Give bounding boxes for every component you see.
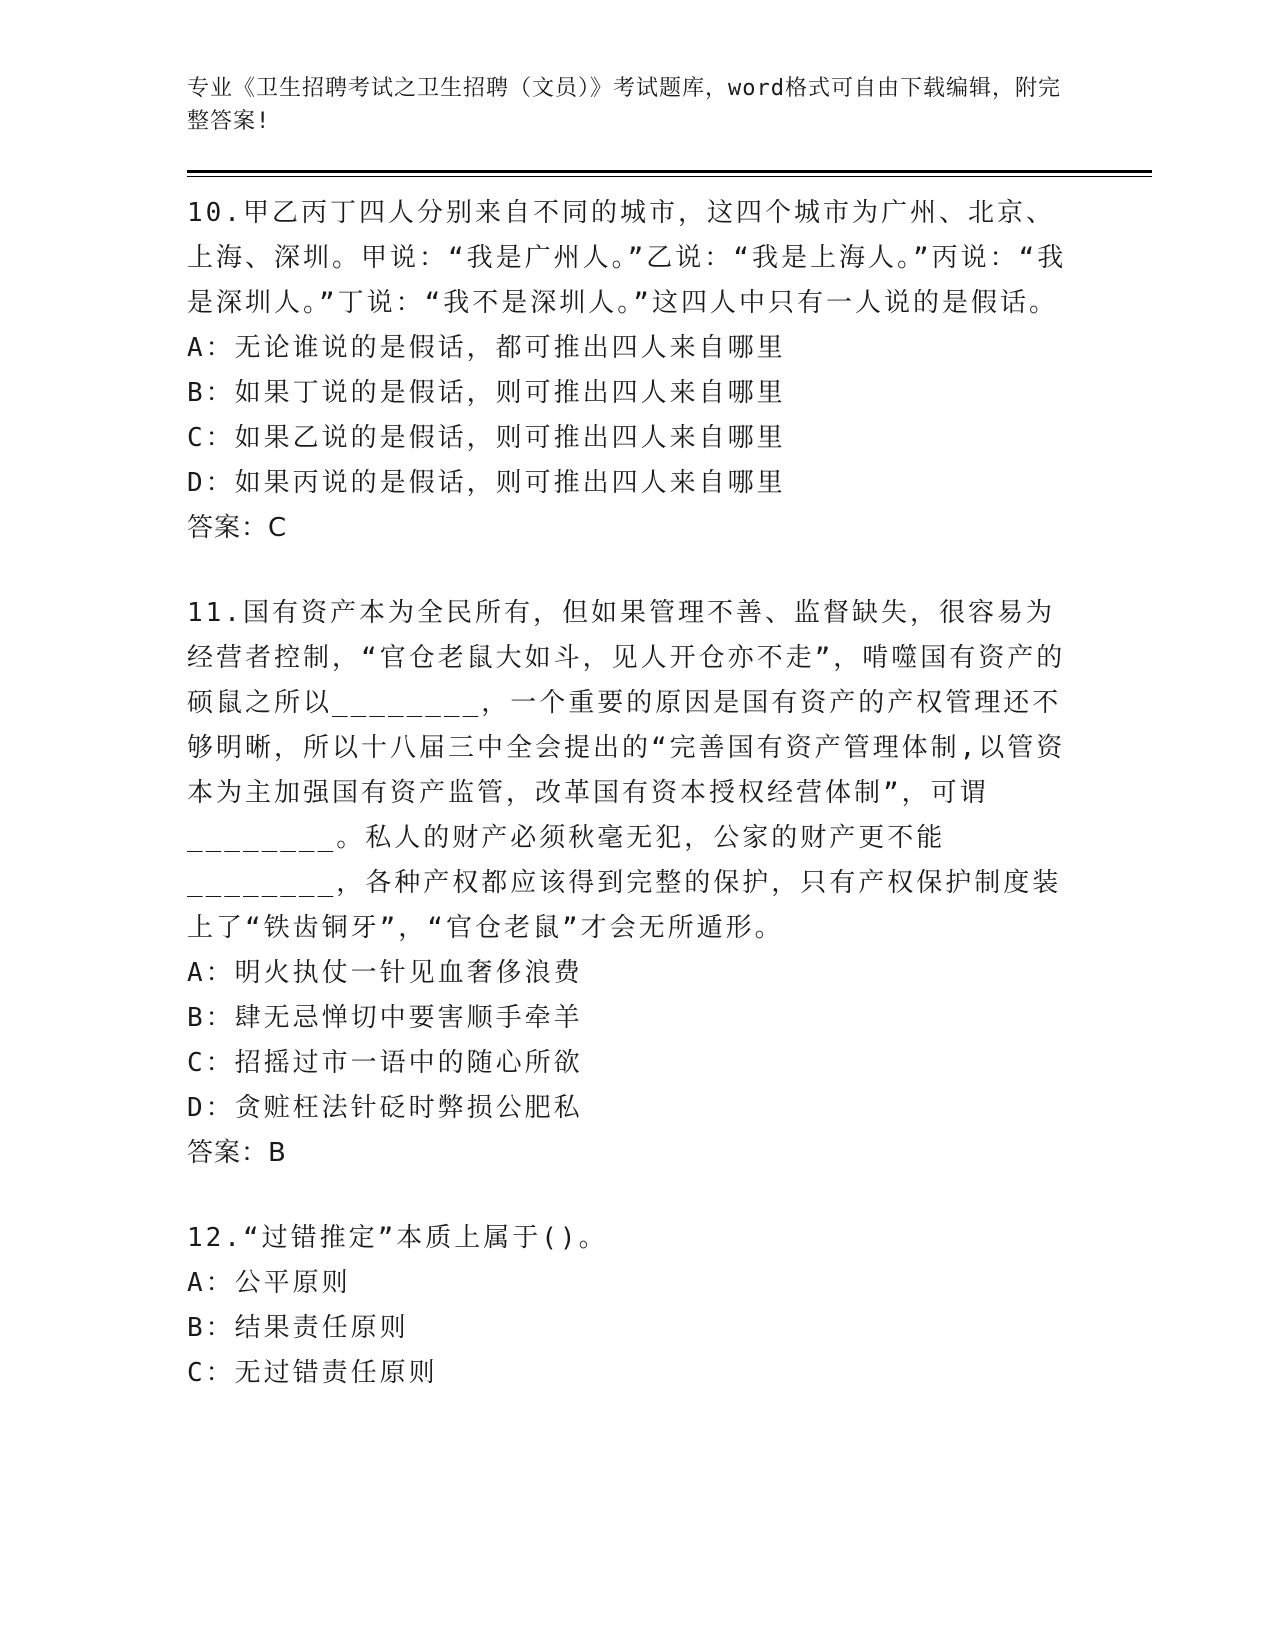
question-list bbox=[187, 191, 1152, 1396]
document-header: 专业《卫生招聘考试之卫生招聘（文员）》考试题库，word格式可自由下载编辑，附完整答案! bbox=[187, 76, 1061, 134]
question-11 bbox=[187, 591, 1152, 1176]
option-c: C：招摇过市一语中的随心所欲 bbox=[187, 1048, 583, 1078]
document-page bbox=[187, 72, 1152, 1436]
option-c: C：如果乙说的是假话，则可推出四人来自哪里 bbox=[187, 423, 786, 453]
question-stem: 12.“过错推定”本质上属于()。 bbox=[187, 1223, 608, 1253]
question-stem: 11.国有资产本为全民所有，但如果管理不善、监督缺失，很容易为经营者控制，“官仓老鼠大如斗，见人开仓亦不走”，啃噬国有资产的硕鼠之所以________，一个重要的原因是国有资产的产权管理还不够明晰，所以十八届三中全会提出的“完善国有资产管理体制,以管资本为主加强国有资产监管，改革国有资本授权经营体制”，可谓________。私人的财产必须秋毫无犯，公家的财产更不能________，各种产权都应该得到完整的保护，只有产权保护制度装上了“铁齿铜牙”，“官仓老鼠”才会无所遁形。 bbox=[187, 598, 1066, 943]
answer-line: 答案：B bbox=[187, 1138, 287, 1168]
question-stem: 10.甲乙丙丁四人分别来自不同的城市，这四个城市为广州、北京、上海、深圳。甲说：“我是广州人。”乙说：“我是上海人。”丙说：“我是深圳人。”丁说：“我不是深圳人。”这四人中只有一人说的是假话。 bbox=[187, 198, 1067, 318]
header-divider-thin bbox=[187, 176, 1152, 177]
option-b: B：结果责任原则 bbox=[187, 1313, 409, 1343]
option-b: B：肆无忌惮切中要害顺手牵羊 bbox=[187, 1003, 583, 1033]
option-a: A：明火执仗一针见血奢侈浪费 bbox=[187, 958, 583, 988]
question-10 bbox=[187, 191, 1152, 551]
option-c: C：无过错责任原则 bbox=[187, 1358, 438, 1388]
option-d: D：如果丙说的是假话，则可推出四人来自哪里 bbox=[187, 468, 786, 498]
option-b: B：如果丁说的是假话，则可推出四人来自哪里 bbox=[187, 378, 786, 408]
option-d: D：贪赃枉法针砭时弊损公肥私 bbox=[187, 1093, 583, 1123]
question-12 bbox=[187, 1216, 1152, 1396]
answer-line: 答案：C bbox=[187, 513, 288, 543]
option-a: A：公平原则 bbox=[187, 1268, 351, 1298]
option-a: A：无论谁说的是假话，都可推出四人来自哪里 bbox=[187, 333, 786, 363]
header-divider-thick bbox=[187, 170, 1152, 173]
